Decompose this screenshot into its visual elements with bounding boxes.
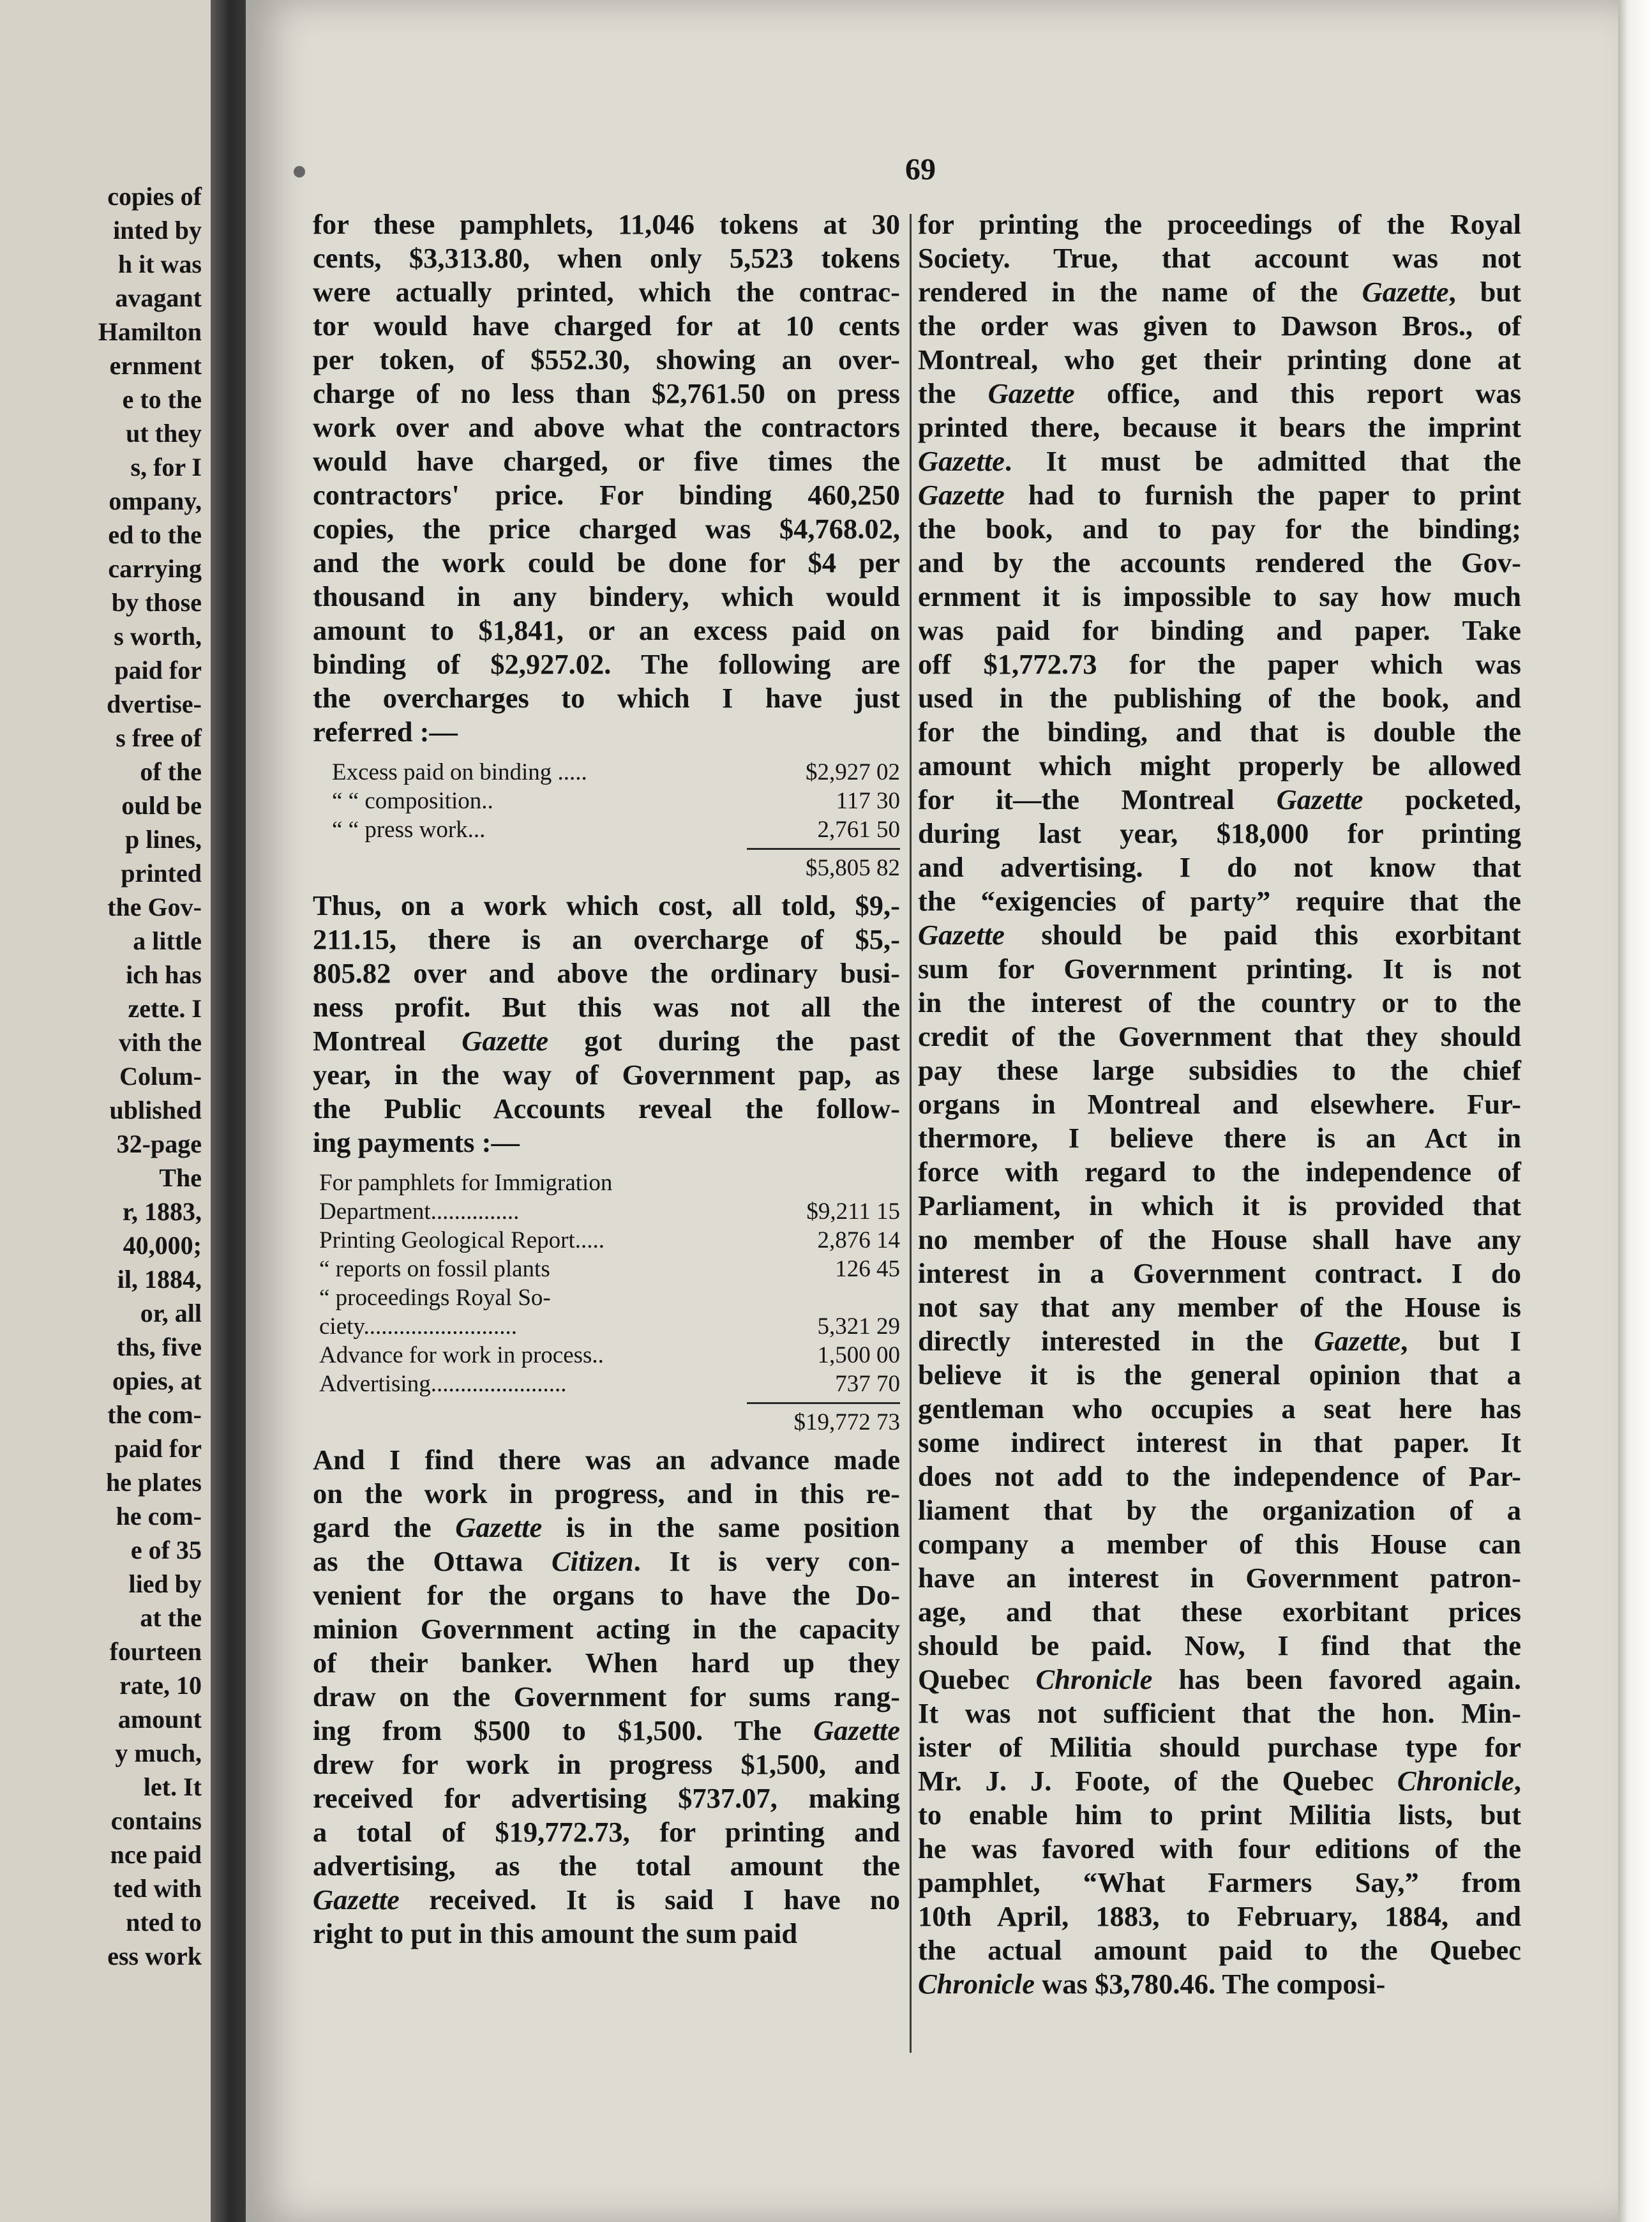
row-amount: 126 45: [835, 1256, 900, 1282]
text-line: advertising, as the total amount the: [313, 1850, 900, 1882]
table-row: [332, 815, 900, 844]
text-line: copies, the price charged was $4,768.02,: [313, 513, 900, 545]
fragment-line: s worth,: [114, 622, 202, 651]
text-line: does not add to the independence of Par-: [918, 1460, 1521, 1492]
text-line: drew for work in progress $1,500, and: [313, 1748, 900, 1780]
fragment-line: Hamilton: [98, 317, 202, 346]
text-line: was paid for binding and paper. Take: [918, 614, 1521, 646]
row-amount: 737 70: [835, 1371, 900, 1397]
text-line: as the Ottawa Citizen. It is very con-: [313, 1545, 900, 1577]
paragraph: [313, 889, 900, 1160]
column-divider: [910, 214, 912, 2053]
fragment-line: dvertise-: [107, 690, 202, 718]
text-line: the Gazette office, and this report was: [918, 377, 1521, 409]
text-line: work over and above what the contractors: [313, 411, 900, 443]
text-line: during last year, $18,000 for printing: [918, 817, 1521, 849]
fragment-line: r, 1883,: [122, 1197, 202, 1226]
overcharge-table: [332, 758, 900, 882]
fragment-line: a little: [133, 926, 202, 955]
text-line: company a member of this House can: [918, 1528, 1521, 1560]
text-line: charge of no less than $2,761.50 on press: [313, 377, 900, 409]
fragment-line: the Gov-: [107, 893, 202, 921]
text-line: received for advertising $737.07, making: [313, 1782, 900, 1814]
text-line: directly interested in the Gazette, but I: [918, 1325, 1521, 1357]
fragment-line: s free of: [116, 723, 202, 752]
text-line: the actual amount paid to the Quebec: [918, 1934, 1521, 1966]
text-line: for it—the Montreal Gazette pocketed,: [918, 783, 1521, 815]
table-row: [319, 1255, 900, 1283]
text-line: referred :—: [313, 716, 458, 748]
fragment-line: e to the: [122, 385, 202, 414]
fragment-line: copies of: [107, 182, 202, 211]
row-amount: 117 30: [836, 788, 900, 814]
fragment-line: zette. I: [128, 994, 202, 1023]
text-line: not say that any member of the House is: [918, 1291, 1521, 1323]
text-line: a total of $19,772.73, for printing and: [313, 1816, 900, 1848]
text-line: have an interest in Government patron-: [918, 1562, 1521, 1594]
fragment-line: paid for: [114, 1434, 202, 1463]
text-line: Montreal Gazette got during the past: [313, 1025, 900, 1057]
fragment-line: e of 35: [130, 1536, 202, 1564]
fragment-line: amount: [117, 1705, 202, 1734]
text-line: should be paid. Now, I find that the: [918, 1629, 1521, 1661]
fragment-line: Colum-: [119, 1062, 202, 1091]
text-line: tor would have charged for at 10 cents: [313, 310, 900, 342]
row-label: ciety..........................: [319, 1313, 518, 1340]
text-line: used in the publishing of the book, and: [918, 682, 1521, 714]
text-line: amount to $1,841, or an excess paid on: [313, 614, 900, 646]
fragment-line: ths, five: [116, 1333, 202, 1361]
table-row: [332, 787, 900, 815]
fragment-line: paid for: [114, 656, 202, 684]
text-line: and the work could be done for $4 per: [313, 547, 900, 578]
text-line: ness profit. But this was not all the: [313, 991, 900, 1023]
text-line: he was favored with four editions of the: [918, 1833, 1521, 1864]
text-line: pamphlet, “What Farmers Say,” from: [918, 1866, 1521, 1898]
table-row: [319, 1283, 900, 1312]
row-label: Excess paid on binding .....: [332, 759, 587, 785]
fragment-line: ernment: [109, 351, 202, 380]
row-label: For pamphlets for Immigration: [319, 1170, 613, 1196]
fragment-line: p lines,: [124, 825, 202, 854]
text-line: Montreal, who get their printing done at: [918, 344, 1521, 375]
row-label: Advertising.......................: [319, 1371, 567, 1397]
text-line: organs in Montreal and elsewhere. Fur-: [918, 1088, 1521, 1120]
fragment-line: of the: [140, 757, 202, 786]
row-label: “ “ composition..: [332, 788, 493, 814]
left-text-column: [313, 208, 900, 1951]
paragraph: [918, 208, 1521, 2001]
payments-table: [319, 1168, 900, 1437]
table-row: [332, 758, 900, 787]
row-label: Printing Geological Report.....: [319, 1227, 605, 1253]
text-line: minion Government acting in the capacity: [313, 1613, 900, 1645]
text-line: per token, of $552.30, showing an over-: [313, 344, 900, 375]
fragment-line: fourteen: [109, 1637, 202, 1666]
text-line: Gazette received. It is said I have no: [313, 1884, 900, 1916]
fragment-line: il, 1884,: [117, 1265, 202, 1294]
table-row: [319, 1226, 900, 1255]
paragraph: [313, 208, 900, 749]
fragment-line: The: [159, 1163, 202, 1192]
text-line: year, in the way of Government pap, as: [313, 1059, 900, 1091]
fragment-line: lied by: [128, 1569, 202, 1598]
fragment-line: y much,: [115, 1739, 202, 1767]
text-line: ing from $500 to $1,500. The Gazette: [313, 1714, 900, 1746]
text-line: for the binding, and that is double the: [918, 716, 1521, 748]
table-row: [319, 1341, 900, 1370]
fragment-line: let. It: [143, 1772, 202, 1801]
fragment-line: ut they: [126, 419, 202, 448]
fragment-line: ich has: [126, 960, 202, 989]
fragment-line: avagant: [115, 283, 202, 312]
text-line: for printing the proceedings of the Royal: [918, 208, 1521, 240]
fragment-line: ted with: [113, 1874, 202, 1903]
text-line: the “exigencies of party” require that the: [918, 885, 1521, 917]
text-line: 805.82 over and above the ordinary busi-: [313, 957, 900, 989]
text-line: pay these large subsidies to the chief: [918, 1054, 1521, 1086]
text-line: and by the accounts rendered the Gov-: [918, 547, 1521, 578]
fragment-line: printed: [121, 859, 202, 888]
text-line: thousand in any bindery, which would: [313, 580, 900, 612]
text-line: draw on the Government for sums rang-: [313, 1681, 900, 1712]
fragment-line: 40,000;: [123, 1231, 202, 1260]
fragment-line: or, all: [140, 1299, 202, 1327]
text-line: in the interest of the country or to the: [918, 986, 1521, 1018]
text-line: venient for the organs to have the Do-: [313, 1579, 900, 1611]
fragment-line: at the: [140, 1603, 202, 1632]
row-amount: 2,761 50: [817, 817, 900, 843]
text-line: gard the Gazette is in the same position: [313, 1511, 900, 1543]
text-line: liament that by the organization of a: [918, 1494, 1521, 1526]
text-line: ernment it is impossible to say how much: [918, 580, 1521, 612]
paragraph: [313, 1443, 900, 1951]
row-label: Advance for work in process..: [319, 1342, 604, 1368]
text-line: credit of the Government that they should: [918, 1020, 1521, 1052]
row-amount: 5,321 29: [817, 1313, 900, 1340]
table-total: $19,772 73: [747, 1402, 900, 1437]
text-line: on the work in progress, and in this re-: [313, 1478, 900, 1509]
row-amount: $2,927 02: [806, 759, 900, 785]
text-line: rendered in the name of the Gazette, but: [918, 276, 1521, 308]
fragment-line: s, for I: [130, 453, 202, 481]
text-line: 211.15, there is an overcharge of $5,-: [313, 923, 900, 955]
text-line: Gazette. It must be admitted that the: [918, 445, 1521, 477]
page-number: 69: [905, 153, 936, 186]
fragment-line: contains: [110, 1806, 202, 1835]
fragment-line: ess work: [107, 1942, 202, 1970]
text-line: off $1,772.73 for the paper which was: [918, 648, 1521, 680]
text-line: force with regard to the independence of: [918, 1156, 1521, 1188]
text-line: believe it is the general opinion that a: [918, 1359, 1521, 1391]
row-amount: $9,211 15: [806, 1198, 900, 1225]
text-line: for these pamphlets, 11,046 tokens at 30: [313, 208, 900, 240]
text-line: gentleman who occupies a seat here has: [918, 1393, 1521, 1425]
text-line: contractors' price. For binding 460,250: [313, 479, 900, 511]
text-line: some indirect interest in that paper. It: [918, 1426, 1521, 1458]
text-line: Parliament, in which it is provided that: [918, 1190, 1521, 1221]
text-line: Chronicle was $3,780.46. The composi-: [918, 1968, 1386, 2000]
fragment-line: carrying: [108, 554, 202, 583]
text-line: Mr. J. J. Foote, of the Quebec Chronicle,: [918, 1765, 1521, 1797]
text-line: Quebec Chronicle has been favored again.: [918, 1663, 1521, 1695]
row-label: “ reports on fossil plants: [319, 1256, 550, 1282]
text-line: ing payments :—: [313, 1126, 520, 1158]
row-label: Department...............: [319, 1198, 520, 1225]
text-line: Gazette had to furnish the paper to print: [918, 479, 1521, 511]
table-row: [319, 1168, 900, 1197]
text-line: were actually printed, which the contrac-: [313, 276, 900, 308]
ink-spot: [294, 166, 305, 178]
text-line: Thus, on a work which cost, all told, $9,-: [313, 889, 900, 921]
text-line: cents, $3,313.80, when only 5,523 tokens: [313, 242, 900, 274]
page-gutter-shadow: [211, 0, 249, 2222]
table-total: $5,805 82: [747, 848, 900, 882]
fragment-line: opies, at: [112, 1366, 202, 1395]
text-line: ister of Militia should purchase type for: [918, 1731, 1521, 1763]
fragment-line: by those: [111, 588, 202, 617]
text-line: the Public Accounts reveal the follow-: [313, 1092, 900, 1124]
text-line: thermore, I believe there is an Act in: [918, 1122, 1521, 1154]
fragment-line: ompany,: [109, 487, 202, 515]
table-row: [319, 1312, 900, 1341]
text-line: the book, and to pay for the binding;: [918, 513, 1521, 545]
text-line: interest in a Government contract. I do: [918, 1257, 1521, 1289]
fragment-line: ould be: [121, 791, 202, 820]
fragment-line: rate, 10: [119, 1671, 202, 1700]
fragment-line: ublished: [109, 1096, 202, 1124]
fragment-line: he plates: [106, 1468, 202, 1497]
text-line: and advertising. I do not know that: [918, 851, 1521, 883]
text-line: It was not sufficient that the hon. Min-: [918, 1697, 1521, 1729]
text-line: to enable him to print Militia lists, but: [918, 1799, 1521, 1831]
text-line: would have charged, or five times the: [313, 445, 900, 477]
row-amount: 2,876 14: [817, 1227, 900, 1253]
fragment-line: he com-: [116, 1502, 202, 1530]
text-line: printed there, because it bears the imprint: [918, 411, 1521, 443]
row-label: “ “ press work...: [332, 817, 486, 843]
text-line: And I find there was an advance made: [313, 1444, 900, 1476]
adjacent-page-fragment: [0, 0, 211, 2222]
text-line: Society. True, that account was not: [918, 242, 1521, 274]
right-text-column: [918, 208, 1521, 2001]
text-line: amount which might properly be allowed: [918, 750, 1521, 782]
text-line: the order was given to Dawson Bros., of: [918, 310, 1521, 342]
row-amount: 1,500 00: [817, 1342, 900, 1368]
fragment-line: 32-page: [116, 1130, 202, 1158]
text-line: Gazette should be paid this exorbitant: [918, 919, 1521, 951]
text-line: binding of $2,927.02. The following are: [313, 648, 900, 680]
text-line: of their banker. When hard up they: [313, 1647, 900, 1679]
fragment-line: h it was: [117, 250, 202, 278]
text-line: no member of the House shall have any: [918, 1223, 1521, 1255]
fragment-line: ed to the: [108, 520, 202, 549]
page-edge: [1618, 0, 1652, 2222]
fragment-line: nce paid: [110, 1840, 202, 1869]
fragment-line: vith the: [119, 1028, 202, 1057]
fragment-line: nted to: [126, 1908, 202, 1937]
text-line: age, and that these exorbitant prices: [918, 1596, 1521, 1628]
table-row: [319, 1370, 900, 1398]
text-line: the overcharges to which I have just: [313, 682, 900, 714]
table-row: [319, 1197, 900, 1226]
text-line: 10th April, 1883, to February, 1884, and: [918, 1900, 1521, 1932]
text-line: sum for Government printing. It is not: [918, 953, 1521, 985]
row-label: “ proceedings Royal So-: [319, 1285, 551, 1311]
fragment-line: the com-: [107, 1400, 202, 1429]
text-line: right to put in this amount the sum paid: [313, 1917, 798, 1949]
fragment-line: inted by: [113, 216, 202, 245]
